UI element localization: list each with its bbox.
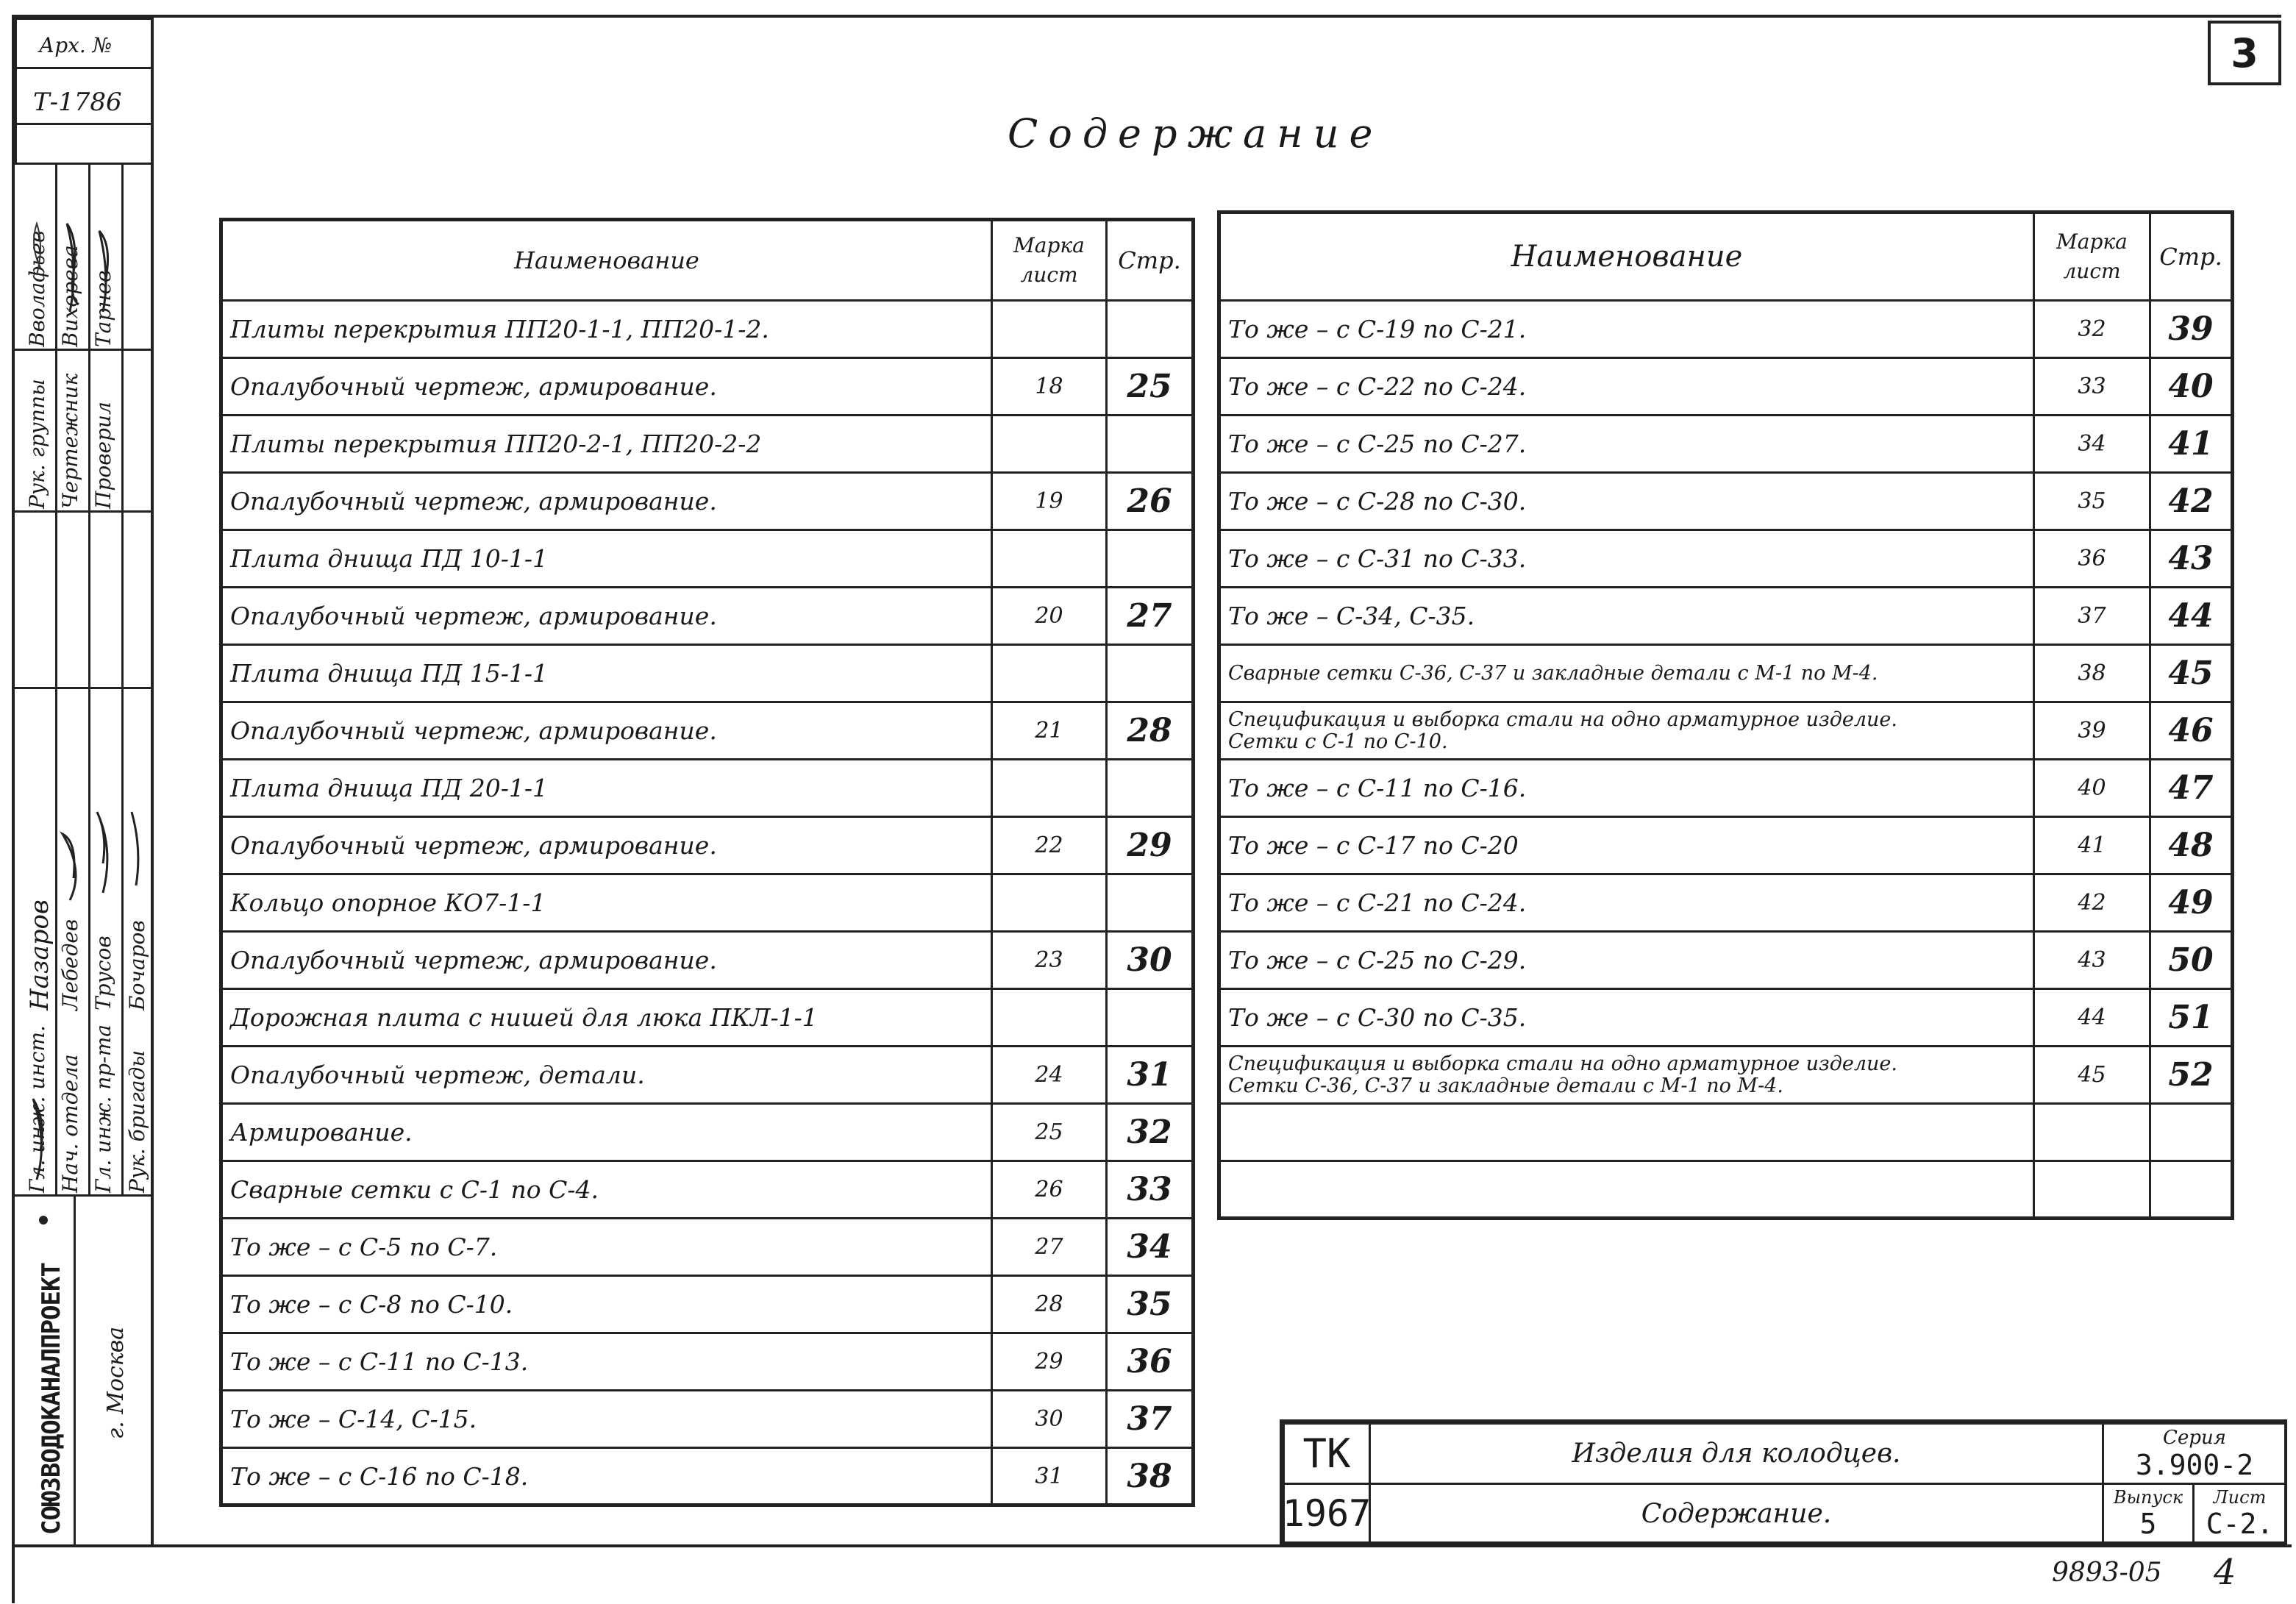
row-name [221,989,992,1047]
row-mark: 42 [2034,874,2150,932]
row-mark: 33 [2034,358,2150,416]
row-name [1219,1047,2034,1104]
row-name [1219,645,2034,702]
tb-issue: 5 [2139,1508,2157,1540]
table-row [1219,1047,2233,1104]
row-name-text: То же – с С-21 по С-24. [1228,888,1527,917]
stamp-official-role: Нач. отдела [58,1054,82,1193]
row-mark [992,645,1107,702]
row-page: 42 [2150,473,2233,530]
table-row [1219,760,2233,817]
table-row [221,1047,1194,1104]
row-name-text: То же – С-14, С-15. [230,1405,477,1433]
table-row [1219,1104,2233,1161]
row-page: 36 [1107,1333,1194,1391]
table-row [1219,645,2233,702]
row-name-text: То же – с С-8 по С-10. [230,1290,513,1319]
table-row [221,817,1194,874]
row-page [1107,530,1194,588]
row-mark: 45 [2034,1047,2150,1104]
row-mark: 23 [992,932,1107,989]
stamp-official-name: Бочаров [125,920,149,1010]
row-mark: 39 [2034,702,2150,760]
row-name [1219,702,2034,760]
row-page: 26 [1107,473,1194,530]
table-row [221,1161,1194,1219]
table-row [221,530,1194,588]
row-name-text: Плита днища ПД 10-1-1 [230,544,548,573]
row-mark: 29 [992,1333,1107,1391]
stamp-name: Вволафьев [25,230,49,347]
stamp-official-role: Рук. бригады [125,1049,149,1193]
row-name-text: Опалубочный чертеж, детали. [230,1061,645,1089]
row-name-text: То же – с С-17 по С-20 [1228,831,1519,860]
row-name-text: То же – С-34, С-35. [1228,602,1475,630]
table-row [221,932,1194,989]
row-page [1107,874,1194,932]
tb-series-cell [2102,1422,2287,1485]
row-name-text: Плита днища ПД 15-1-1 [230,659,548,688]
stamp-name: Тарнев [91,270,115,347]
row-name [221,1333,992,1391]
row-name [1219,1161,2034,1219]
table-row [221,645,1194,702]
row-page: 30 [1107,932,1194,989]
row-name [221,1448,992,1505]
archive-divider-2 [17,123,154,125]
tb-sheet-label: Лист [2213,1487,2267,1508]
row-name-text-line2: Сетки С-36, С-37 и закладные детали с М-1 по М-4. [1228,1074,1783,1097]
row-name-text: То же – с С-28 по С-30. [1228,487,1527,516]
row-mark: 20 [992,588,1107,645]
row-mark [2034,1161,2150,1219]
row-page: 41 [2150,416,2233,473]
row-mark: 26 [992,1161,1107,1219]
row-name [221,1219,992,1276]
row-name [1219,473,2034,530]
row-name [1219,874,2034,932]
tb-sheet-cell [2192,1483,2287,1544]
row-name-text: Сварные сетки С-36, С-37 и закладные детали с М-1 по М-4. [1228,662,1878,685]
table-row [221,989,1194,1047]
row-name [221,817,992,874]
row-mark: 27 [992,1219,1107,1276]
row-mark [2034,1104,2150,1161]
stamp-official-name: Лебедев [58,919,82,1010]
row-page: 49 [2150,874,2233,932]
tb-year: 1967 [1283,1483,1371,1544]
row-mark: 44 [2034,989,2150,1047]
row-mark [992,874,1107,932]
row-mark: 34 [2034,416,2150,473]
row-name-text: Плиты перекрытия ПП20-1-1, ПП20-1-2. [230,315,769,343]
table-row [1219,358,2233,416]
table-row [1219,817,2233,874]
row-page: 27 [1107,588,1194,645]
row-name [221,874,992,932]
row-page: 35 [1107,1276,1194,1333]
table-row [221,473,1194,530]
row-name [221,530,992,588]
row-page: 48 [2150,817,2233,874]
row-name-text: Опалубочный чертеж, армирование. [230,946,717,974]
row-page: 46 [2150,702,2233,760]
page-title: Содержание [1008,110,1383,157]
row-mark [992,989,1107,1047]
row-mark: 22 [992,817,1107,874]
stamp-col-line [74,1197,76,1546]
tb-sheet-title: Содержание. [1369,1483,2104,1544]
row-name-text: То же – с С-19 по С-21. [1228,315,1527,343]
row-name [221,1161,992,1219]
row-name [221,645,992,702]
table-row [1219,416,2233,473]
row-name [221,1391,992,1448]
row-mark [992,530,1107,588]
tb-org-code: ТК [1283,1422,1371,1485]
stamp-role: Проверил [91,402,115,509]
row-page [1107,645,1194,702]
stamp-role: Чертежник [58,373,82,509]
table-row [1219,702,2233,760]
row-name [221,932,992,989]
stamp-official-role: Гл. инж. пр-та [91,1024,115,1193]
row-mark: 37 [2034,588,2150,645]
table-row [221,1333,1194,1391]
row-name [1219,416,2034,473]
row-name-text: Кольцо опорное КО7-1-1 [230,888,546,917]
row-page: 29 [1107,817,1194,874]
row-page: 50 [2150,932,2233,989]
row-name-text: Спецификация и выборка стали на одно арматурное изделие. [1228,707,1897,731]
col-header-page: Стр. [1107,220,1194,301]
row-page [2150,1161,2233,1219]
row-page: 43 [2150,530,2233,588]
row-name-text: То же – с С-5 по С-7. [230,1233,498,1261]
table-header-row [1219,213,2233,301]
row-name [221,416,992,473]
table-row [221,1219,1194,1276]
row-name-text: То же – с С-25 по С-27. [1228,429,1527,458]
stamp-official-name: Трусов [91,935,115,1010]
row-name [221,1047,992,1104]
row-page: 28 [1107,702,1194,760]
stamp-name: Вихорева [58,245,82,347]
table-row [1219,301,2233,358]
table-row [221,1391,1194,1448]
row-name [221,588,992,645]
row-page: 34 [1107,1219,1194,1276]
row-name-text: Сварные сетки с С-1 по С-4. [230,1175,599,1204]
table-row [1219,473,2233,530]
row-mark: 25 [992,1104,1107,1161]
stamp-role: Рук. группы [25,379,49,509]
col-header-mark: Марка лист [992,220,1107,301]
row-page: 38 [1107,1448,1194,1505]
row-name [1219,760,2034,817]
row-name-text: Плиты перекрытия ПП20-2-1, ПП20-2-2 [230,429,762,458]
tb-series: 3.900-2 [2135,1448,2254,1481]
archive-number: Т-1786 [33,88,122,117]
row-page [1107,301,1194,358]
row-name [1219,1104,2034,1161]
row-name [1219,989,2034,1047]
table-row [1219,989,2233,1047]
row-page: 37 [1107,1391,1194,1448]
row-mark: 31 [992,1448,1107,1505]
toc-table-left [219,218,1195,1507]
table-row [1219,932,2233,989]
row-mark [992,416,1107,473]
row-mark [992,301,1107,358]
row-name [1219,358,2034,416]
row-name [1219,301,2034,358]
col-header-name: Наименование [1219,213,2034,301]
row-mark: 38 [2034,645,2150,702]
row-page: 51 [2150,989,2233,1047]
row-name-text: Спецификация и выборка стали на одно арматурное изделие. [1228,1052,1897,1075]
row-mark: 19 [992,473,1107,530]
toc-table-right [1217,210,2234,1220]
row-page: 45 [2150,645,2233,702]
footer-number: 4 [2214,1552,2236,1593]
row-mark: 21 [992,702,1107,760]
row-mark: 24 [992,1047,1107,1104]
signature-scribbles [15,165,154,1194]
table-row [1219,588,2233,645]
row-mark: 28 [992,1276,1107,1333]
frame-bottom-border [12,1544,2292,1547]
row-page: 47 [2150,760,2233,817]
row-name-text-line2: Сетки с С-1 по С-10. [1228,730,1448,753]
col-header-name: Наименование [221,220,992,301]
table-row [221,1104,1194,1161]
archive-label: Арх. № [39,33,113,57]
tb-issue-label: Выпуск [2113,1487,2183,1508]
col-header-page: Стр. [2150,213,2233,301]
row-mark: 41 [2034,817,2150,874]
org-city: г. Москва [103,1326,129,1439]
row-page: 31 [1107,1047,1194,1104]
row-page: 32 [1107,1104,1194,1161]
table-row [221,301,1194,358]
archive-box [15,18,154,165]
row-name-text: То же – с С-11 по С-13. [230,1347,529,1376]
row-name [1219,588,2034,645]
table-row [1219,1161,2233,1219]
row-name-text: Опалубочный чертеж, армирование. [230,487,717,516]
row-name [1219,817,2034,874]
page-number: 3 [2208,21,2281,85]
table-row [221,358,1194,416]
row-name-text: Дорожная плита с нишей для люка ПКЛ-1-1 [230,1003,818,1032]
frame-top-border [15,15,2281,18]
footer-code: 9893-05 [2052,1558,2162,1588]
table-row [221,760,1194,817]
row-mark: 18 [992,358,1107,416]
row-page: 25 [1107,358,1194,416]
row-page [2150,1104,2233,1161]
col-header-mark: Марка лист [2034,213,2150,301]
table-header-row [221,220,1194,301]
stamp-grid [15,165,154,1194]
row-name [221,473,992,530]
row-name-text: То же – с С-31 по С-33. [1228,544,1527,573]
title-block [1280,1419,2287,1544]
table-row [221,1448,1194,1505]
row-name-text: Плита днища ПД 20-1-1 [230,774,548,802]
stamp-official-name: Назаров [25,899,54,1010]
table-row [1219,530,2233,588]
row-page [1107,760,1194,817]
row-mark: 35 [2034,473,2150,530]
row-name [221,1276,992,1333]
row-name-text: Опалубочный чертеж, армирование. [230,602,717,630]
tb-series-label: Серия [2163,1426,2226,1449]
table-row [221,1276,1194,1333]
row-name [1219,530,2034,588]
table-row [1219,874,2233,932]
row-mark: 40 [2034,760,2150,817]
archive-divider [17,67,154,69]
row-mark: 43 [2034,932,2150,989]
row-mark: 32 [2034,301,2150,358]
row-name [221,1104,992,1161]
row-name-text: Опалубочный чертеж, армирование. [230,831,717,860]
row-page: 39 [2150,301,2233,358]
row-page: 40 [2150,358,2233,416]
table-row [221,416,1194,473]
table-row [221,702,1194,760]
row-mark: 30 [992,1391,1107,1448]
row-page: 44 [2150,588,2233,645]
row-name [221,702,992,760]
row-mark [992,760,1107,817]
table-row [221,588,1194,645]
tb-subject: Изделия для колодцев. [1369,1422,2104,1485]
tb-issue-cell [2102,1483,2195,1544]
row-name-text: Армирование. [230,1118,413,1147]
tb-sheet: С-2. [2206,1508,2274,1540]
row-page [1107,989,1194,1047]
row-name-text: Опалубочный чертеж, армирование. [230,716,717,745]
org-stamp [15,1197,154,1546]
row-name-text: То же – с С-30 по С-35. [1228,1003,1527,1032]
row-name-text: Опалубочный чертеж, армирование. [230,372,717,401]
row-mark: 36 [2034,530,2150,588]
row-name [1219,932,2034,989]
row-name-text: То же – с С-25 по С-29. [1228,946,1527,974]
row-page: 33 [1107,1161,1194,1219]
row-page [1107,416,1194,473]
row-name [221,301,992,358]
row-name [221,760,992,817]
row-name-text: То же – с С-22 по С-24. [1228,372,1527,401]
row-name-text: То же – с С-16 по С-18. [230,1461,529,1491]
org-bullet-icon [39,1216,48,1225]
row-name [221,358,992,416]
row-name-text: То же – с С-11 по С-16. [1228,774,1527,802]
org-name: СОЮЗВОДОКАНАЛПРОЕКТ [37,1263,66,1535]
row-page: 52 [2150,1047,2233,1104]
table-row [221,874,1194,932]
stamp-official-role: Гл. инж. инст. [25,1025,49,1193]
